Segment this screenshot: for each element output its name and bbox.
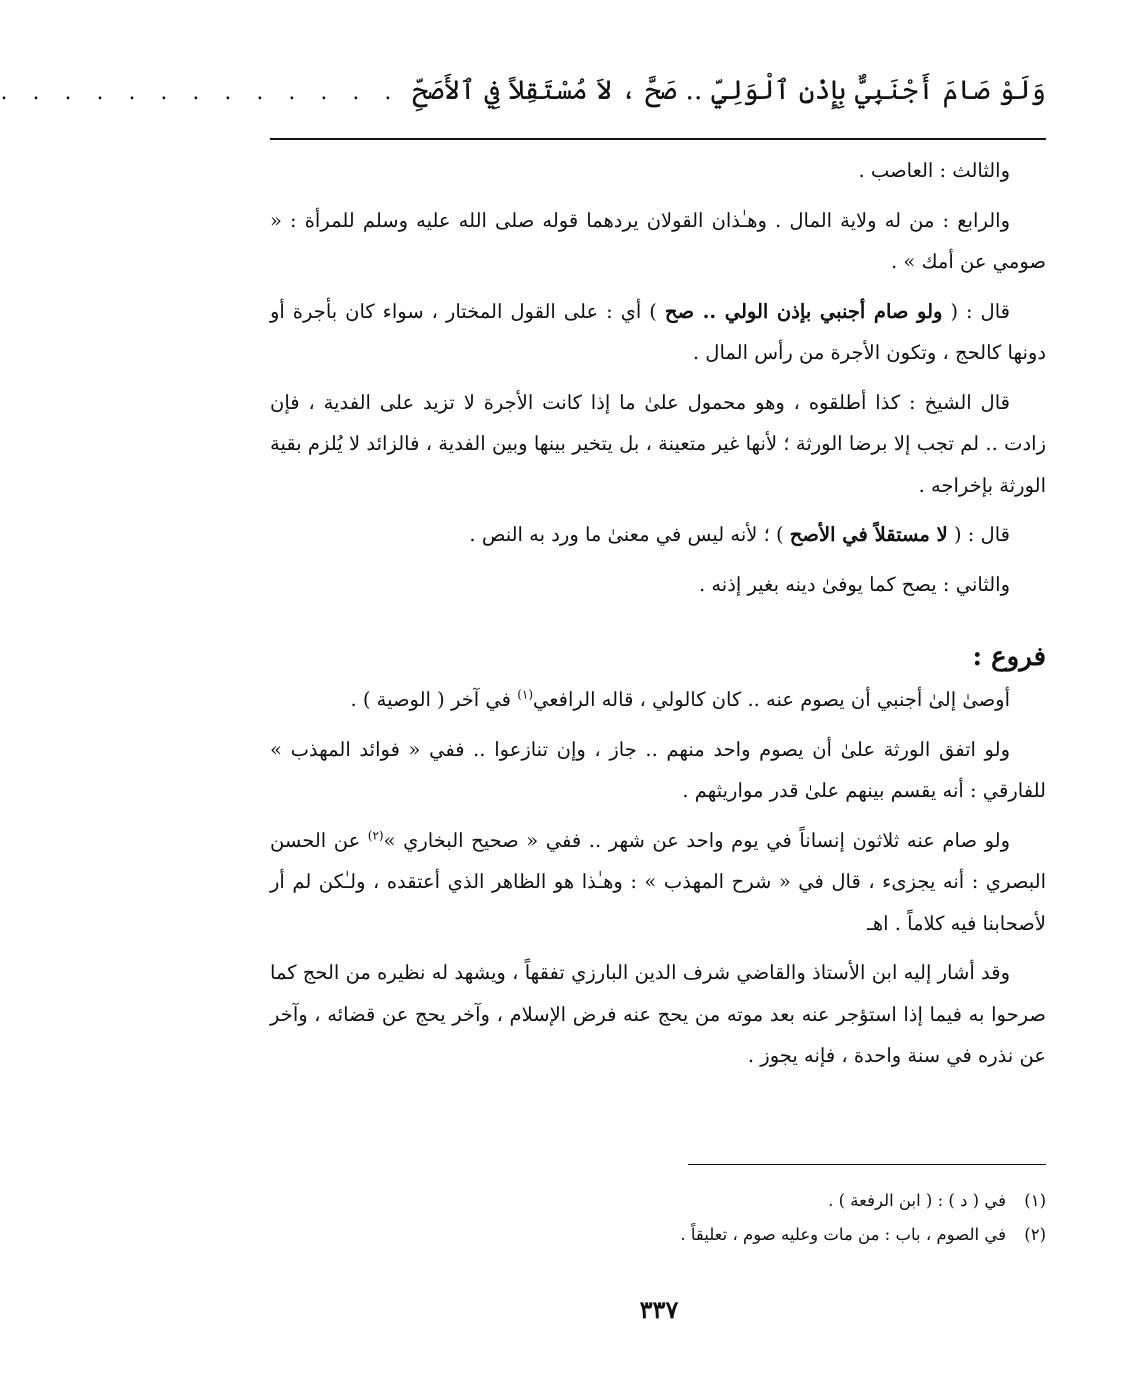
matn-quote: لا مستقلاً في الأصح bbox=[789, 523, 948, 546]
section-title-furu: فروع : bbox=[972, 642, 1046, 672]
header-divider bbox=[270, 138, 1046, 140]
running-header bbox=[0, 66, 1046, 118]
header-dot-leader: . . . . . . . . . . . . . bbox=[0, 80, 401, 105]
page-number: ٣٣٧ bbox=[639, 1295, 679, 1324]
paragraph-thirty-people: ولو صام عنه ثلاثون إنساناً في يوم واحد عن شهر .. ففي « صحيح البخاري »$^{(٢)}$ عن الحسن البصري : أنه يجزىء ، قال في « شرح المهذب » : وهـٰذا هو الظاهر الذي أعتقده ، ولـٰكن لم أر لأصحابنا فيه كلاماً . اهـ bbox=[270, 828, 1046, 935]
footnote-1: (١)في ( د ) : ( ابن الرفعة ) . bbox=[828, 1191, 1046, 1210]
paragraph-barizi: وقد أشار إليه ابن الأستاذ والقاضي شرف الدين البارزي تفقهاً ، ويشهد له نظيره من الحج كما صرحوا به فيما إذا استؤجر عنه بعد موته من يحج عنه فرض الإسلام ، وآخر يحج عن قضائه ، وآخر عن نذره في سنة واحدة ، فإنه يجوز . bbox=[270, 961, 1046, 1067]
paragraph-second-view: والثاني : يصح كما يوفىٰ دينه بغير إذنه . bbox=[698, 572, 1010, 596]
paragraph-matn-stranger-fast: قال : ( ولو صام أجنبي بإذن الولي .. صح ) أي : على القول المختار ، سواء كان بأجرة أو دونها كالحج ، وتكون الأجرة من رأس المال . bbox=[270, 299, 1046, 364]
main-text bbox=[270, 150, 1046, 1085]
footnote-2: (٢)في الصوم ، باب : من مات وعليه صوم ، تعليقاً . bbox=[680, 1225, 1046, 1244]
paragraph-fourth: والرابع : من له ولاية المال . وهـٰذان القولان يردهما قوله صلى الله عليه وسلم للمرأة : « صومي عن أمك » . bbox=[270, 208, 1046, 273]
running-title: وَلَوْ صَامَ أَجْنَبِيٌّ بِإِذْنِ ٱلْوَلِيِّ .. صَحَّ ، لاَ مُسْتَقِلاً فِي ٱلأَصَحِّ bbox=[412, 75, 1046, 106]
paragraph-heirs-agree: ولو اتفق الورثة علىٰ أن يصوم واحد منهم .. جاز ، وإن تنازعوا .. ففي « فوائد المهذب » للفارقي : أنه يقسم بينهم علىٰ قدر مواريثهم . bbox=[270, 737, 1046, 802]
paragraph-third: والثالث : العاصب . bbox=[858, 159, 1010, 182]
footnotes bbox=[270, 1184, 1046, 1252]
footnote-ref-2[interactable]: (٢) bbox=[367, 828, 384, 842]
paragraph-matn-independent: قال : ( لا مستقلاً في الأصح ) ؛ لأنه ليس في معنىٰ ما ورد به النص . bbox=[469, 523, 1010, 546]
paragraph-sheikh-note: قال الشيخ : كذا أطلقوه ، وهو محمول علىٰ ما إذا كانت الأجرة لا تزيد على الفدية ، فإن زادت .. لم تجب إلا برضا الورثة ؛ لأنها غير متعينة ، بل يتخير بينها وبين الفدية ، فالزائد لا يُلزم بقية الورثة بإخراجه . bbox=[270, 390, 1046, 497]
paragraph-bequest: أوصىٰ إلىٰ أجنبي أن يصوم عنه .. كان كالولي ، قاله الرافعي$^{(١)}$ في آخر ( الوصية ) . bbox=[350, 687, 1010, 711]
footnote-divider bbox=[688, 1164, 1046, 1165]
matn-quote: ولو صام أجنبي بإذن الولي .. صح bbox=[664, 299, 943, 323]
footnote-ref-1[interactable]: (١) bbox=[517, 687, 534, 702]
